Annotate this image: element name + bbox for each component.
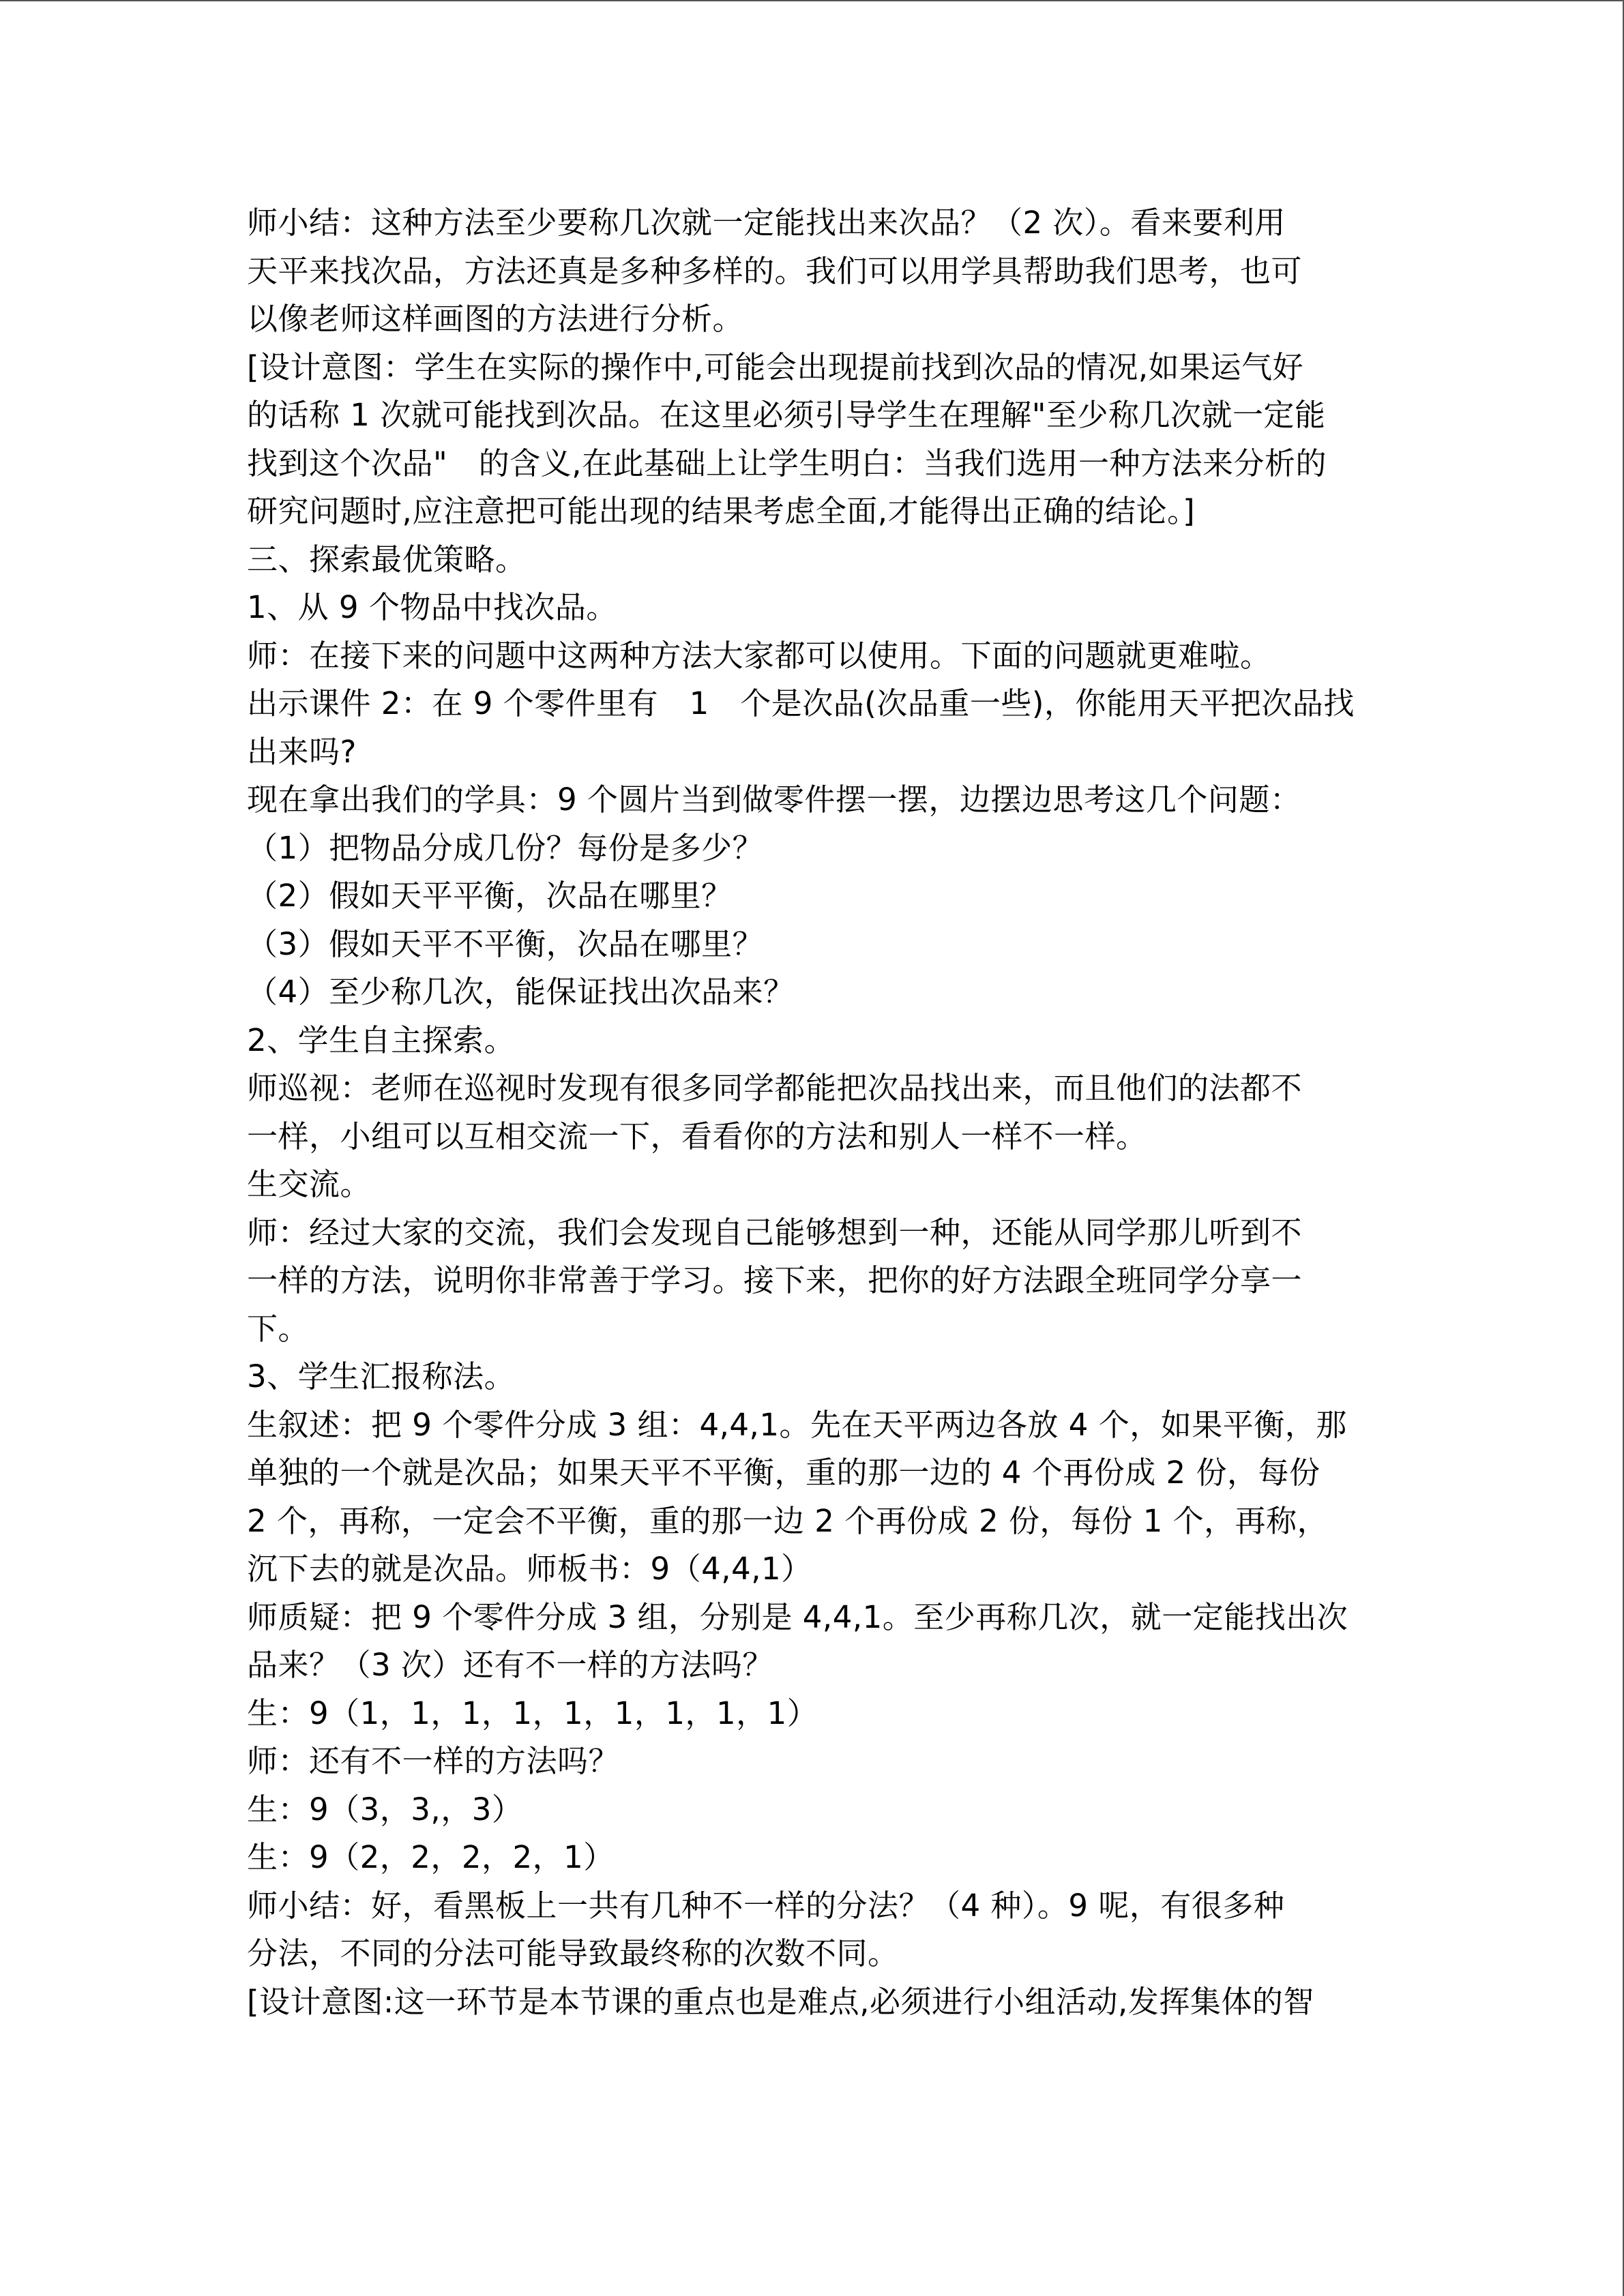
question-item: （1）把物品分成几份？每份是多少？ [247, 829, 764, 866]
text-line: 师小结：这种方法至少要称几次就一定能找出来次品？（2 次）。看来要利用 [247, 205, 1286, 241]
text-line: 分法，不同的分法可能导致最终称的次数不同。 [247, 1935, 899, 1971]
text-line: 一样，小组可以互相交流一下，看看你的方法和别人一样不一样。 [247, 1118, 1147, 1154]
text-line: 2、学生自主探索。 [247, 1022, 516, 1058]
text-line: 以像老师这样画图的方法进行分析。 [247, 301, 744, 337]
question-item: （2）假如天平平衡，次品在哪里？ [247, 878, 733, 914]
text-line: 师质疑：把 9 个零件分成 3 组，分别是 4,4,1。至少再称几次，就一定能找出次 [247, 1598, 1348, 1635]
text-line: 一样的方法，说明你非常善于学习。接下来，把你的好方法跟全班同学分享一 [247, 1262, 1303, 1298]
text-line: 3、学生汇报称法。 [247, 1358, 516, 1395]
text-line: 天平来找次品，方法还真是多种多样的。我们可以用学具帮助我们思考，也可 [247, 252, 1303, 289]
text-line: [设计意图:这一环节是本节课的重点也是难点,必须进行小组活动,发挥集体的智 [247, 1983, 1314, 2020]
text-line: 出示课件 2：在 9 个零件里有 1 个是次品(次品重一些)，你能用天平把次品找 [247, 685, 1355, 721]
text-line: 下。 [247, 1310, 310, 1347]
text-line: 师：经过大家的交流，我们会发现自己能够想到一种，还能从同学那儿听到不 [247, 1214, 1303, 1251]
text-line: 生叙述：把 9 个零件分成 3 组：4,4,1。先在天平两边各放 4 个，如果平衡，那 [247, 1406, 1347, 1443]
section-heading: 三、探索最优策略。 [247, 541, 527, 578]
text-line: 沉下去的就是次品。师板书：9（4,4,1） [247, 1551, 812, 1587]
text-line: [设计意图：学生在实际的操作中,可能会出现提前找到次品的情况,如果运气好 [247, 348, 1304, 385]
text-line: 2 个，再称，一定会不平衡，重的那一边 2 个再份成 2 份，每份 1 个，再称， [247, 1502, 1329, 1539]
text-line: 的话称 1 次就可能找到次品。在这里必须引导学生在理解"至少称几次就一定能 [247, 397, 1326, 433]
text-line: 1、从 9 个物品中找次品。 [247, 589, 617, 625]
text-line: 找到这个次品" 的含义,在此基础上让学生明白：当我们选用一种方法来分析的 [247, 445, 1327, 481]
question-item: （4）至少称几次，能保证找出次品来？ [247, 974, 795, 1010]
text-line: 师：在接下来的问题中这两种方法大家都可以使用。下面的问题就更难啦。 [247, 637, 1271, 674]
text-line: 生：9（2，2，2，2，1） [247, 1839, 615, 1875]
text-line: 生：9（3，3,，3） [247, 1791, 523, 1828]
text-line: 现在拿出我们的学具：9 个圆片当到做零件摆一摆，边摆边思考这几个问题： [247, 781, 1301, 818]
text-line: 单独的一个就是次品；如果天平不平衡，重的那一边的 4 个再份成 2 份，每份 [247, 1455, 1320, 1491]
text-line: 师小结：好，看黑板上一共有几种不一样的分法？（4 种）。9 呢，有很多种 [247, 1887, 1285, 1924]
text-line: 生：9（1，1，1，1，1，1，1，1，1） [247, 1695, 818, 1731]
text-line: 品来？（3 次）还有不一样的方法吗？ [247, 1647, 773, 1683]
text-line: 师巡视：老师在巡视时发现有很多同学都能把次品找出来，而且他们的法都不 [247, 1070, 1303, 1106]
question-item: （3）假如天平不平衡，次品在哪里？ [247, 925, 764, 962]
document-body [247, 199, 1379, 2026]
page-top-border [0, 0, 1624, 1]
text-line: 研究问题时,应注意把可能出现的结果考虑全面,才能得出正确的结论。] [247, 493, 1196, 529]
text-line: 出来吗? [247, 733, 357, 770]
text-line: 师：还有不一样的方法吗？ [247, 1743, 620, 1779]
text-line: 生交流。 [247, 1166, 372, 1202]
